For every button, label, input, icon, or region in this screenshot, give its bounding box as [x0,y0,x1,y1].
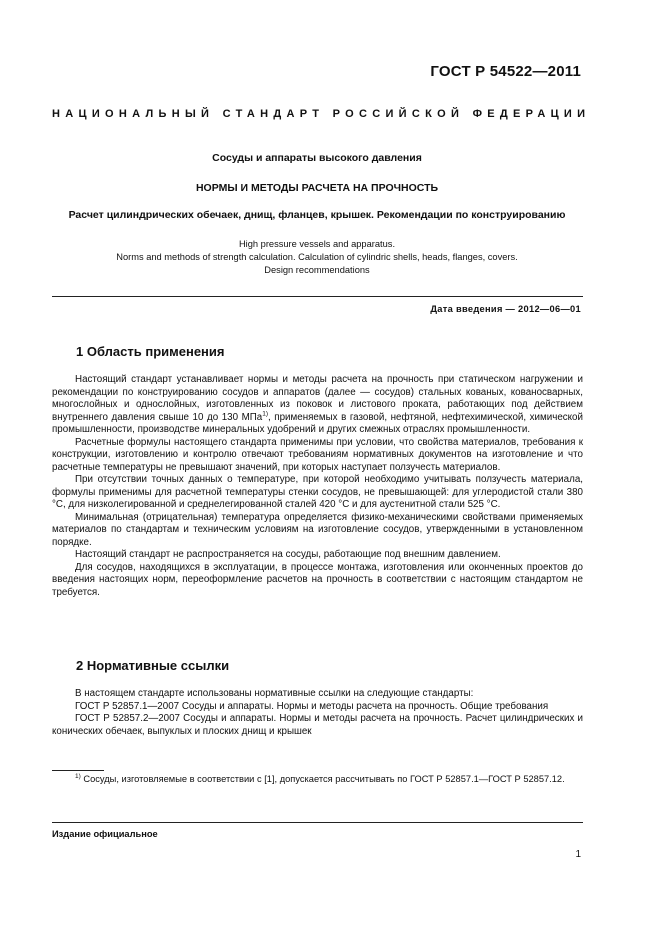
reference-item: ГОСТ Р 52857.2—2007 Сосуды и аппараты. Нормы и методы расчета на прочность. Расчет цилиндрических и конических обечаек, выпуклых и плоских днищ и крышек [52,713,583,737]
title-divider [52,296,583,297]
document-title-main: Сосуды и аппараты высокого давления [212,152,422,164]
reference-item: ГОСТ Р 52857.1—2007 Сосуды и аппараты. Нормы и методы расчета на прочность. Общие требования [75,700,549,712]
edition-label: Издание официальное [52,829,158,839]
footnote-divider [52,770,104,771]
footnote-text [52,773,583,786]
paragraph-text: , применяемых в газовой, нефтяной, нефтехимической, химической промышленности, производстве минеральных удобрений и других смежных отраслях промышленности. [52,411,583,435]
english-title-line-2: Norms and methods of strength calculation. Calculation of cylindric shells, heads, flanges, covers. [116,252,518,263]
paragraph: В настоящем стандарте использованы нормативные ссылки на следующие стандарты: [75,688,474,699]
page-number: 1 [575,849,581,860]
footnote-ref: 1) [262,410,269,418]
english-title-line-1: High pressure vessels and apparatus. [238,239,396,249]
paragraph: Минимальная (отрицательная) температура определяется физико-механическими свойствами применяемых материалов по стандартам и техническим условиям на изготовление сосудов, утвержденными в установленном порядке. [52,511,583,548]
section-2-heading: 2 Нормативные ссылки [76,658,230,673]
section-2-body [52,688,583,738]
footer-divider [52,822,583,823]
section-1-heading: 1 Область применения [76,344,225,359]
national-standard-banner: НАЦИОНАЛЬНЫЙ СТАНДАРТ РОССИЙСКОЙ ФЕДЕРАЦИИ [52,108,591,120]
paragraph [52,374,583,437]
paragraph: При отсутствии точных данных о температуре, при которой необходимо учитывать ползучесть материала, формулы применимы для расчетной температуры стенки сосудов, не превышающей: для углеродистой стали 380 °С, для низколегированной и среднелегированной сталей 420 °С и для аустенитной стали 525 °С. [52,474,583,510]
footnote-marker: 1) [75,772,81,780]
document-code: ГОСТ Р 54522—2011 [430,63,581,80]
footnote [52,773,583,786]
section-1-body [52,374,583,599]
english-title [52,238,582,278]
document-title-norms: НОРМЫ И МЕТОДЫ РАСЧЕТА НА ПРОЧНОСТЬ [195,182,439,194]
paragraph-text: Настоящий стандарт устанавливает нормы и методы расчета на прочность при статическом нагружении и рекомендации по конструированию сосудов и аппаратов (далее — сосудов) стальных кованых, кованосварных, многослойных и однослойных, изготовленных из поковок и листового проката, работающих под действием внутреннего давления свыше 10 до 130 МПа [52,374,583,423]
paragraph: Для сосудов, находящихся в эксплуатации, в процессе монтажа, изготовления или оконченных проектов до введения настоящих норм, переоформление расчетов на прочность в соответствии с настоящим стандартом не требуется. [52,561,583,598]
footnote-body: Сосуды, изготовляемые в соответствии с [1], допускается рассчитывать по ГОСТ Р 52857.1—ГОСТ Р 52857.12. [80,774,565,784]
paragraph: Настоящий стандарт не распространяется на сосуды, работающие под внешним давлением. [75,549,501,560]
english-title-line-3: Design recommendations [264,265,370,276]
introduction-date: Дата введения — 2012—06—01 [430,304,581,314]
paragraph: Расчетные формулы настоящего стандарта применимы при условии, что свойства материалов, требования к конструкции, изготовлению и контролю отвечают требованиям нормативных документов на изготовление и что расчетные температуры не превышают значений, при которых наступает ползучесть материалов. [52,436,583,473]
document-title-subtitle: Расчет цилиндрических обечаек, днищ, фланцев, крышек. Рекомендации по конструированию [68,209,566,221]
